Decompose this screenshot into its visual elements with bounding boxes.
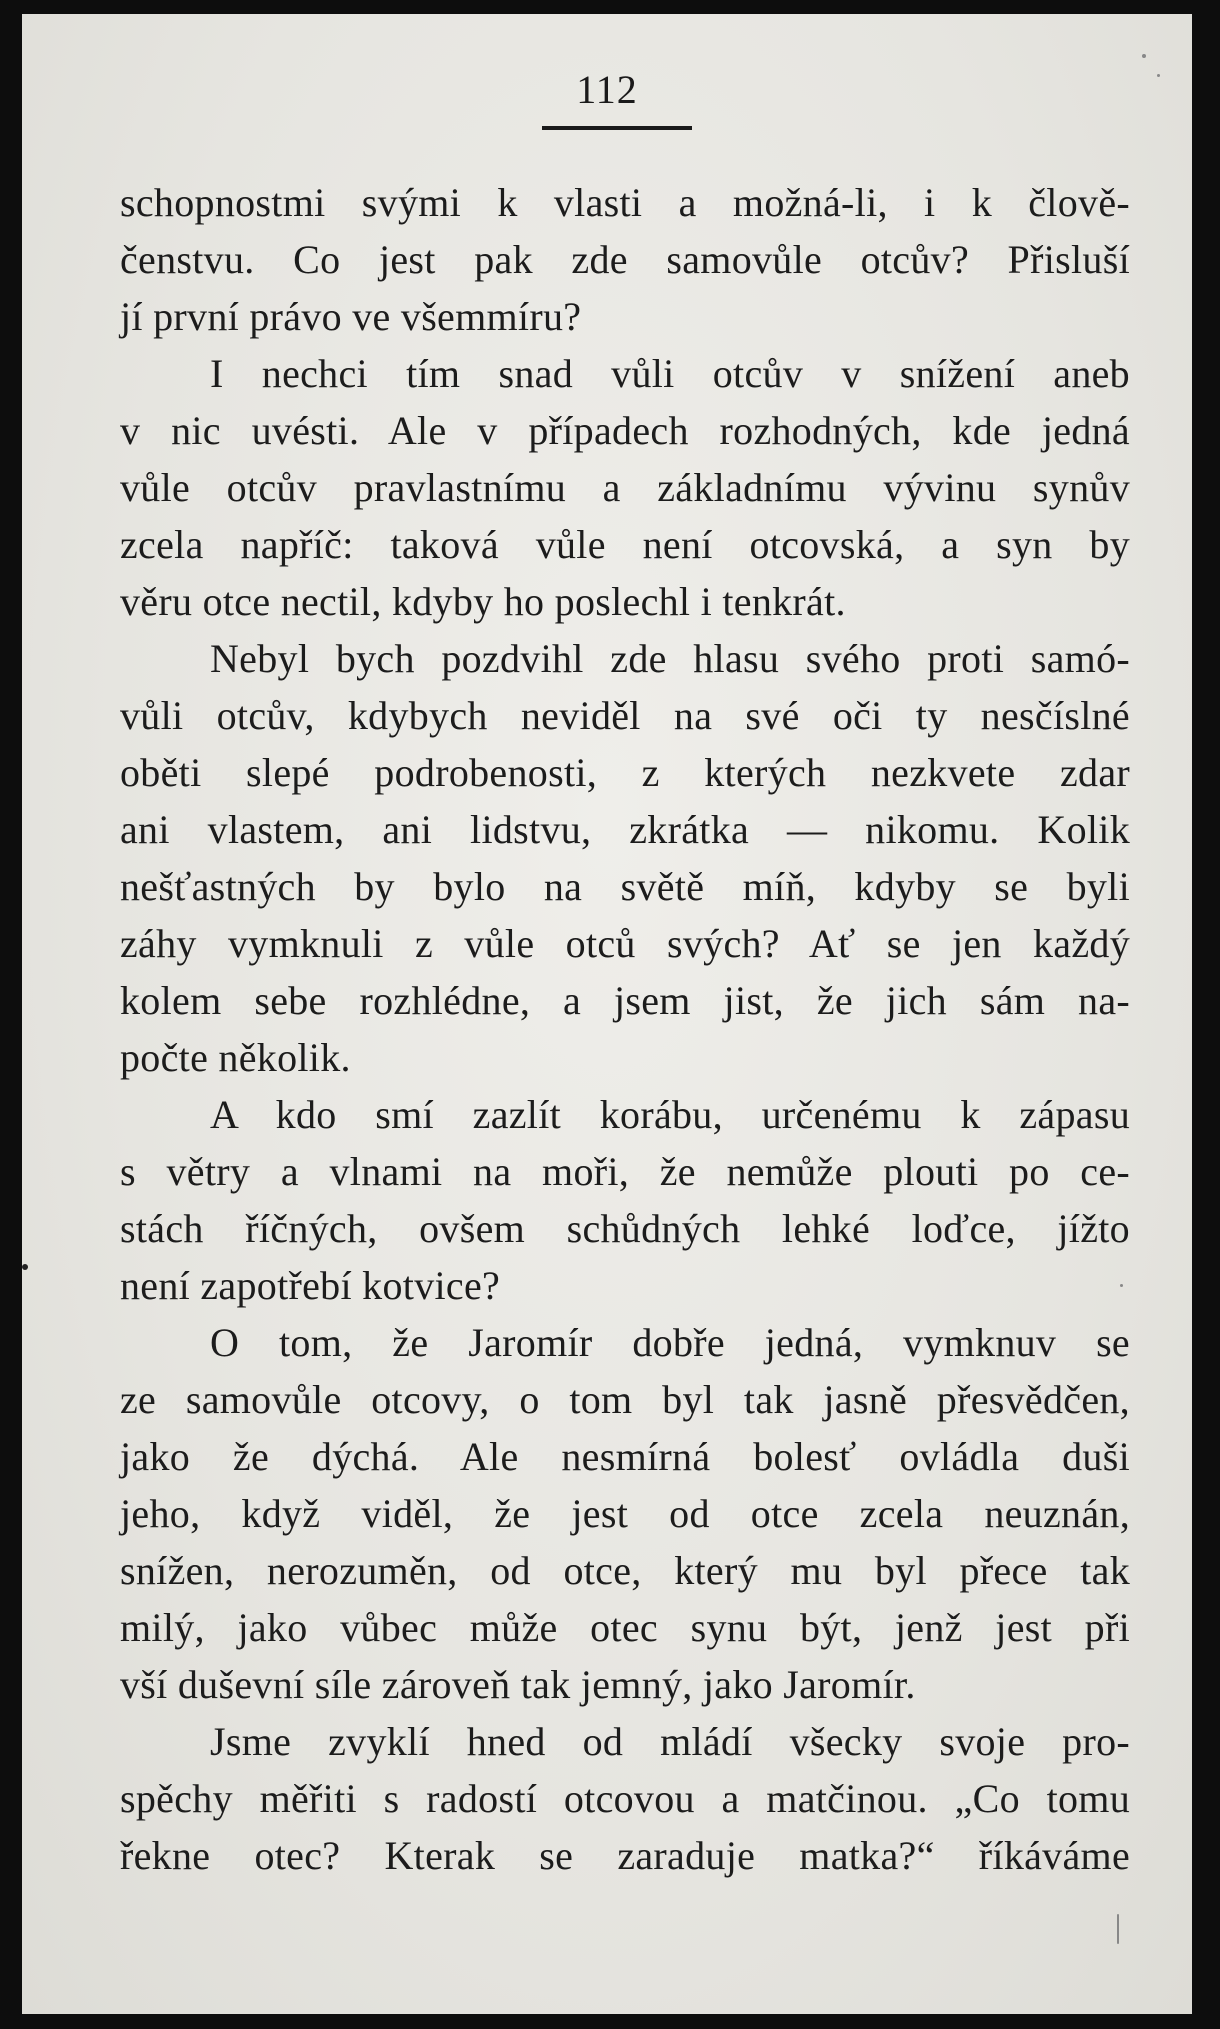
text-line: jí první právo ve všemmíru?	[120, 294, 582, 339]
text-line: vší duševní síle zároveň tak jemný, jako Jaromír.	[120, 1662, 916, 1707]
text-line: řekne otec? Kterak se zaraduje matka?“ říkáváme	[120, 1833, 1130, 1878]
text-line: vůli otcův, kdybych neviděl na své oči ty nesčíslné	[120, 693, 1130, 738]
text-line: zcela napříč: taková vůle není otcovská, a syn by	[120, 522, 1130, 567]
text-line: snížen, nerozuměn, od otce, který mu byl přece tak	[120, 1548, 1130, 1593]
text-line: milý, jako vůbec může otec synu být, jenž jest při	[120, 1605, 1130, 1650]
body-text	[120, 174, 1130, 1884]
text-line: záhy vymknuli z vůle otců svých? Ať se jen každý	[120, 921, 1130, 966]
text-line: nešťastných by bylo na světě míň, kdyby se byli	[120, 864, 1130, 909]
text-line: není zapotřebí kotvice?	[120, 1263, 501, 1308]
text-line: počte několik.	[120, 1035, 351, 1080]
text-line: s větry a vlnami na moři, že nemůže plouti po ce-	[120, 1149, 1130, 1194]
text-line: schopnostmi svými k vlasti a možná-li, i k člově-	[120, 180, 1130, 225]
text-line: věru otce nectil, kdyby ho poslechl i tenkrát.	[120, 579, 846, 624]
text-line: A kdo smí zazlít korábu, určenému k zápasu	[210, 1092, 1130, 1137]
text-line: oběti slepé podrobenosti, z kterých nezkvete zdar	[120, 750, 1130, 795]
text-line: v nic uvésti. Ale v případech rozhodných, kde jedná	[120, 408, 1130, 453]
text-line: O tom, že Jaromír dobře jedná, vymknuv se	[210, 1320, 1130, 1365]
text-line: I nechci tím snad vůli otcův v snížení aneb	[210, 351, 1130, 396]
text-line: jako že dýchá. Ale nesmírná bolesť ovládla duši	[120, 1434, 1130, 1479]
text-line: ze samovůle otcovy, o tom byl tak jasně přesvědčen,	[120, 1377, 1130, 1422]
text-line: spěchy měřiti s radostí otcovou a matčinou. „Co tomu	[120, 1776, 1130, 1821]
text-line: stách říčných, ovšem schůdných lehké loďce, jížto	[120, 1206, 1130, 1251]
text-line: vůle otcův pravlastnímu a základnímu vývinu synův	[120, 465, 1130, 510]
book-page	[22, 14, 1192, 2014]
header-rule	[542, 126, 692, 130]
text-line: Nebyl bych pozdvihl zde hlasu svého proti samó-	[210, 636, 1130, 681]
text-line: čenstvu. Co jest pak zde samovůle otcův? Přisluší	[120, 237, 1130, 282]
text-line: ani vlastem, ani lidstvu, zkrátka — nikomu. Kolik	[120, 807, 1130, 852]
text-line: Jsme zvyklí hned od mládí všecky svoje pro-	[210, 1719, 1130, 1764]
text-line: kolem sebe rozhlédne, a jsem jist, že jich sám na-	[120, 978, 1130, 1023]
text-line: jeho, když viděl, že jest od otce zcela neuznán,	[120, 1491, 1130, 1536]
page-number: 112	[576, 67, 638, 112]
